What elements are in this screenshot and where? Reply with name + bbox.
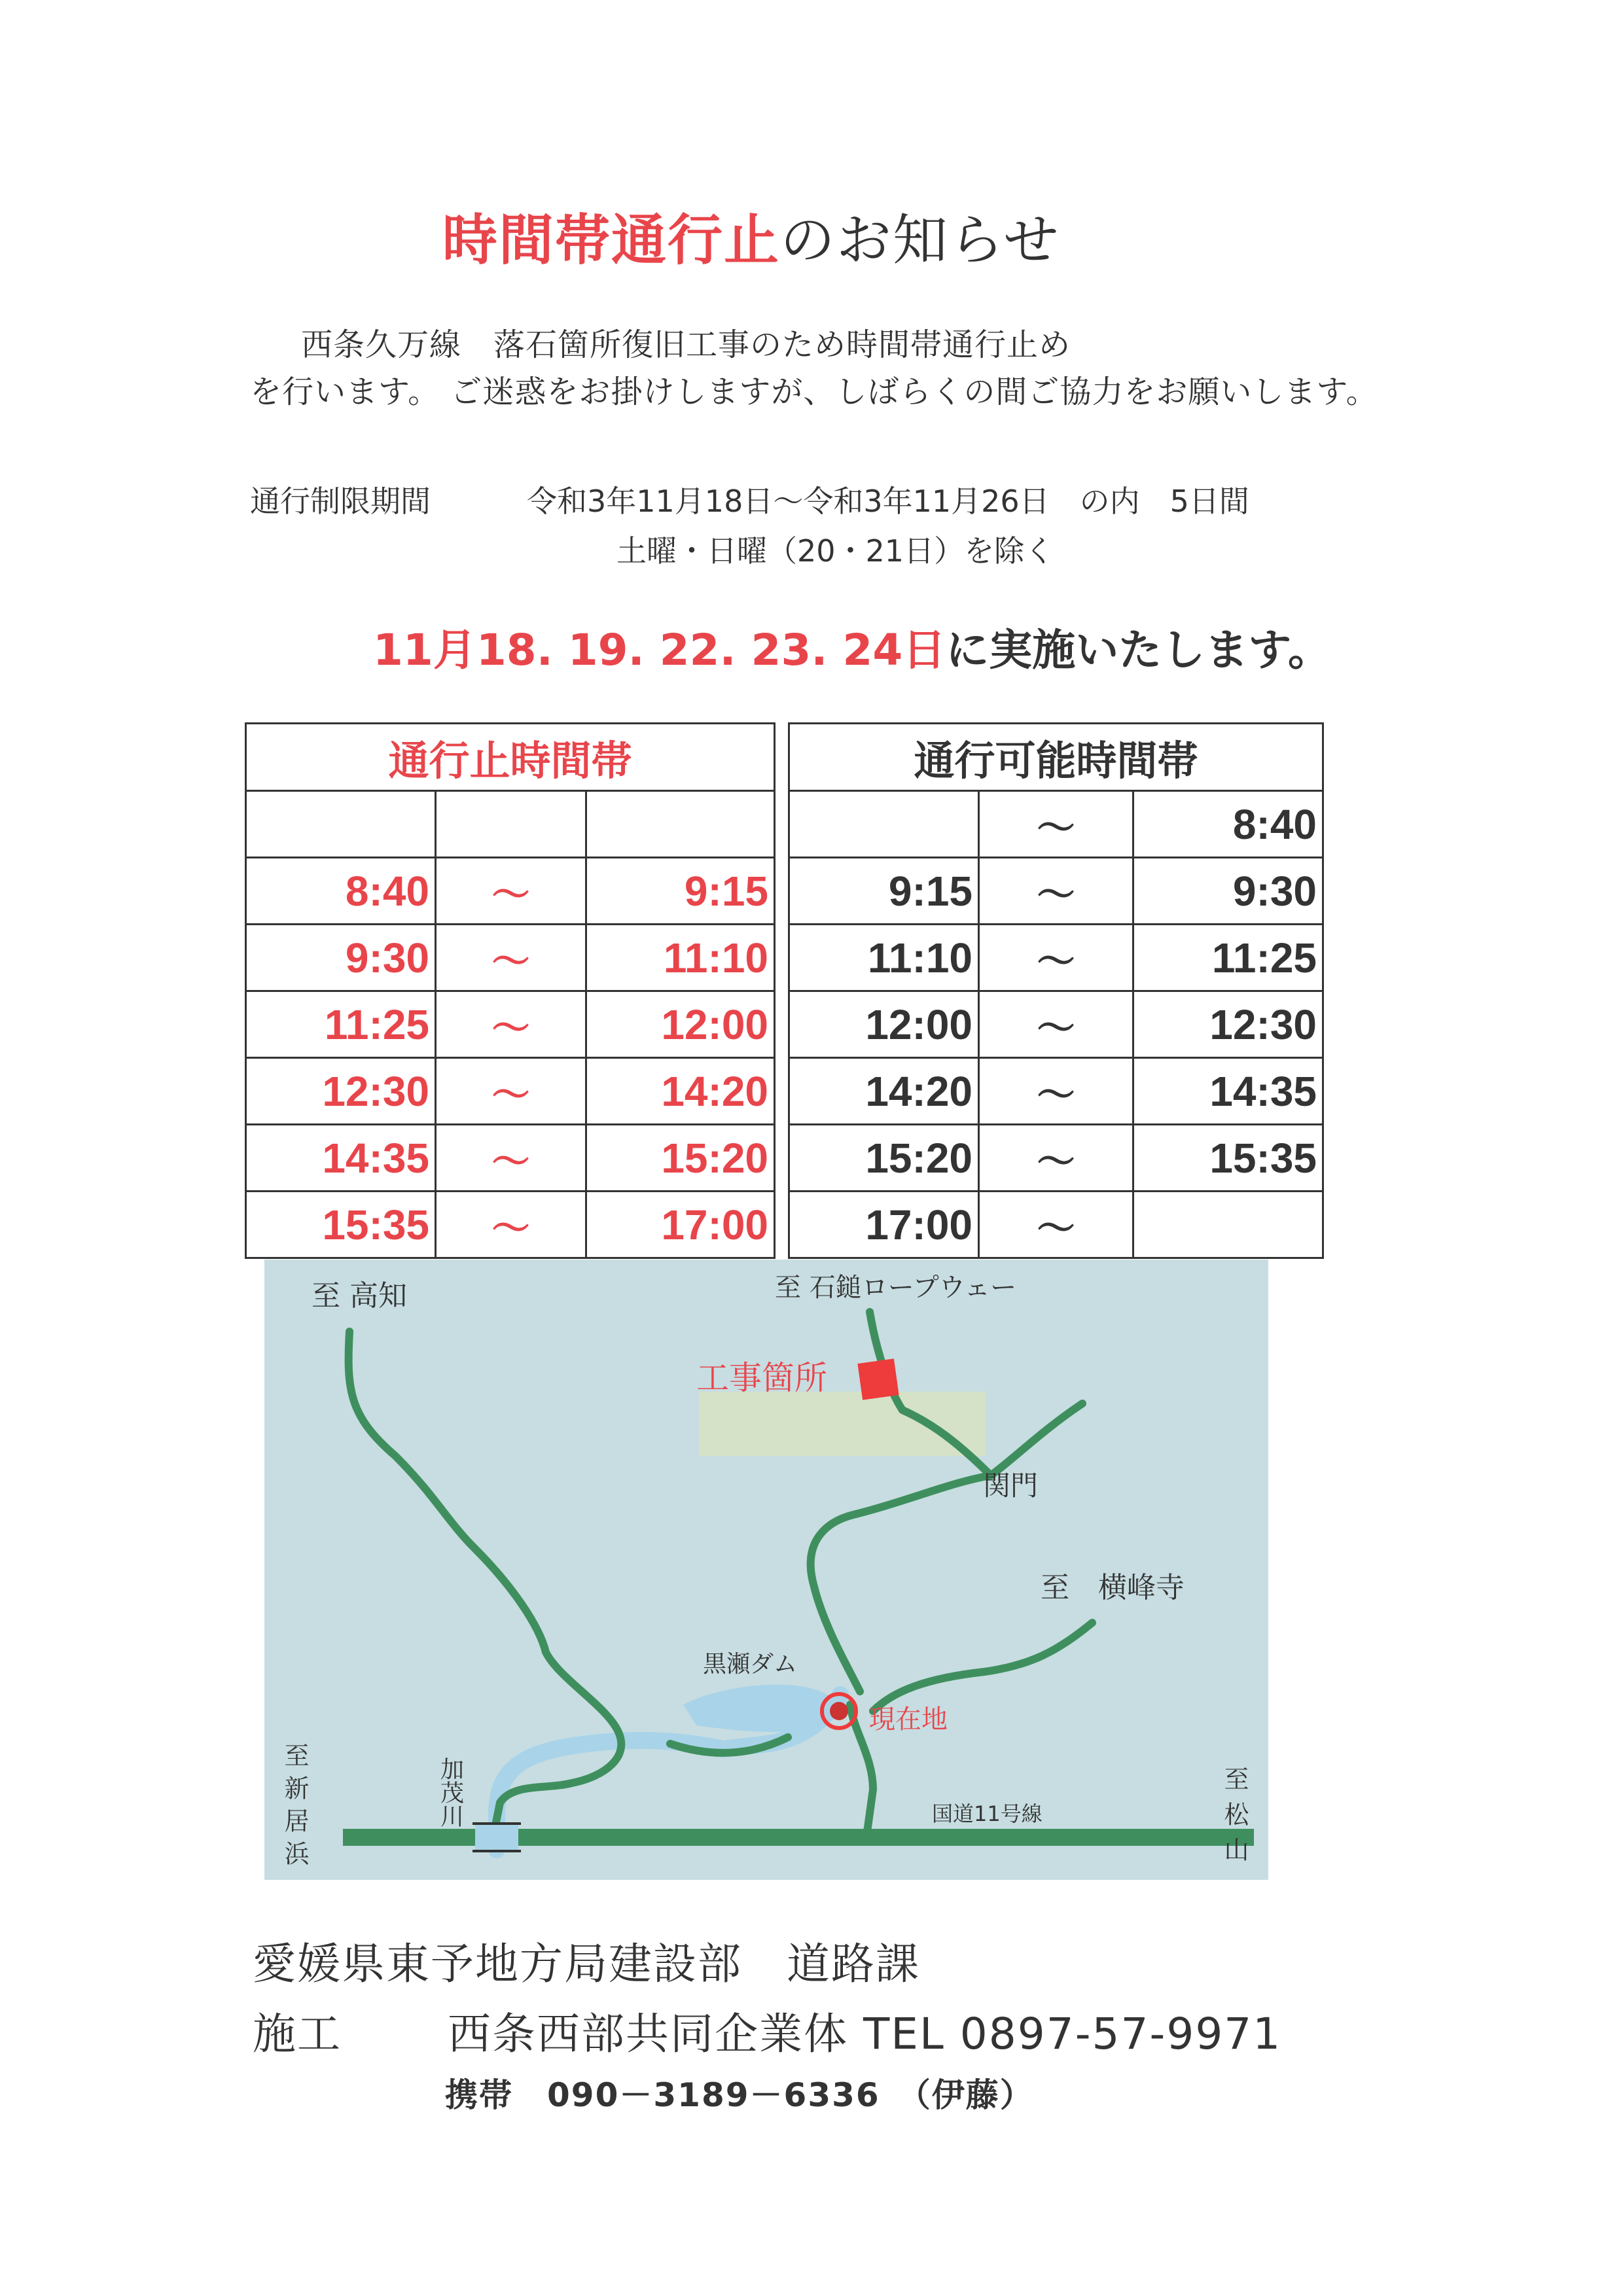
closed-sep: ～: [436, 991, 586, 1058]
closed-sep: [436, 791, 586, 858]
label-to-kochi: 至 高知: [312, 1279, 407, 1313]
label-route-11: 国道11号線: [932, 1801, 1043, 1826]
open-from: 9:15: [789, 858, 979, 925]
label-to-matsuyama: 至松山: [1220, 1766, 1249, 1872]
table-row: [246, 925, 775, 991]
route-map: [264, 1260, 1268, 1880]
open-table-header: 通行可能時間帯: [789, 724, 1323, 791]
open-to: 14:35: [1133, 1058, 1323, 1125]
open-sep: ～: [979, 1125, 1133, 1192]
open-from: 12:00: [789, 991, 979, 1058]
closed-from: 15:35: [246, 1192, 436, 1258]
label-construction-site: 工事箇所: [696, 1359, 827, 1397]
table-row: [246, 1192, 775, 1258]
closed-to: 14:20: [586, 1058, 775, 1125]
construction-site-marker: [857, 1358, 899, 1400]
label-to-ropeway: 至 石鎚ロープウェー: [775, 1273, 1017, 1303]
label-to-niihama: 至新居浜: [280, 1742, 309, 1873]
open-to: 15:35: [1133, 1125, 1323, 1192]
open-time-table: [788, 722, 1324, 1259]
title-rest: のお知らせ: [780, 208, 1060, 272]
highlight-area: [699, 1392, 986, 1456]
table-row: [789, 1125, 1323, 1192]
closed-sep: ～: [436, 1192, 586, 1258]
title-highlight: 時間帯通行止: [442, 208, 781, 272]
table-row: [246, 1125, 775, 1192]
closed-to: 12:00: [586, 991, 775, 1058]
closed-from: 8:40: [246, 858, 436, 925]
footer-contractor-label: 施工: [253, 2009, 342, 2059]
open-from: 11:10: [789, 925, 979, 991]
table-row: [246, 858, 775, 925]
label-kamo-river: 加茂川: [437, 1757, 464, 1828]
closed-from: 12:30: [246, 1058, 436, 1125]
open-to: 8:40: [1133, 791, 1323, 858]
label-sekimon: 関門: [983, 1470, 1039, 1502]
page-title: [442, 196, 1060, 275]
period-value: 令和3年11月18日～令和3年11月26日 の内 5日間: [527, 484, 1249, 519]
open-to: 9:30: [1133, 858, 1323, 925]
open-to: 11:25: [1133, 925, 1323, 991]
label-current-location: 現在地: [869, 1704, 948, 1735]
table-row: [246, 791, 775, 858]
closed-from: 9:30: [246, 925, 436, 991]
footer-mobile: 携帯 090－3189－6336 （伊藤）: [445, 2076, 1034, 2114]
closed-table-header: 通行止時間帯: [246, 724, 775, 791]
period-exclusion: 土曜・日曜（20・21日）を除く: [616, 533, 1055, 569]
dates-rest: に実施いたします。: [946, 625, 1332, 675]
table-row: [789, 858, 1323, 925]
table-row: [789, 925, 1323, 991]
open-from: [789, 791, 979, 858]
dates-highlight: 11月18. 19. 22. 23. 24日: [373, 625, 946, 675]
period-label: 通行制限期間: [250, 484, 431, 519]
closed-to: 9:15: [586, 858, 775, 925]
closed-to: 15:20: [586, 1125, 775, 1192]
open-from: 14:20: [789, 1058, 979, 1125]
closed-sep: ～: [436, 1125, 586, 1192]
table-row: [246, 1058, 775, 1125]
label-to-yokomineji: 至 横峰寺: [1041, 1571, 1185, 1604]
map-background: [264, 1260, 1268, 1880]
open-sep: ～: [979, 858, 1133, 925]
current-location-dot: [830, 1702, 848, 1720]
label-kurose-dam: 黒瀬ダム: [703, 1651, 798, 1678]
open-sep: ～: [979, 1058, 1133, 1125]
open-to: [1133, 1192, 1323, 1258]
closed-time-table: [245, 722, 776, 1259]
open-from: 15:20: [789, 1125, 979, 1192]
open-sep: ～: [979, 991, 1133, 1058]
implementation-dates: [373, 615, 1331, 677]
closed-to: 17:00: [586, 1192, 775, 1258]
intro-line-2: を行います。 ご迷惑をお掛けしますが、しばらくの間ご協力をお願いします。: [250, 374, 1378, 410]
closed-from: 14:35: [246, 1125, 436, 1192]
open-sep: ～: [979, 925, 1133, 991]
closed-from: 11:25: [246, 991, 436, 1058]
table-row: [789, 791, 1323, 858]
footer-office: 愛媛県東予地方局建設部 道路課: [253, 1939, 920, 1989]
table-row: [246, 991, 775, 1058]
closed-from: [246, 791, 436, 858]
table-row: [789, 1058, 1323, 1125]
closed-sep: ～: [436, 858, 586, 925]
open-sep: ～: [979, 1192, 1133, 1258]
table-row: [789, 1192, 1323, 1258]
open-from: 17:00: [789, 1192, 979, 1258]
intro-line-1: 西条久万線 落石箇所復旧工事のため時間帯通行止め: [301, 327, 1071, 363]
bridge: [475, 1824, 518, 1851]
open-to: 12:30: [1133, 991, 1323, 1058]
closed-sep: ～: [436, 925, 586, 991]
closed-to: 11:10: [586, 925, 775, 991]
closed-to: [586, 791, 775, 858]
closed-sep: ～: [436, 1058, 586, 1125]
open-sep: ～: [979, 791, 1133, 858]
footer-contractor: 西条西部共同企業体 TEL 0897-57-9971: [448, 2009, 1282, 2059]
table-row: [789, 991, 1323, 1058]
